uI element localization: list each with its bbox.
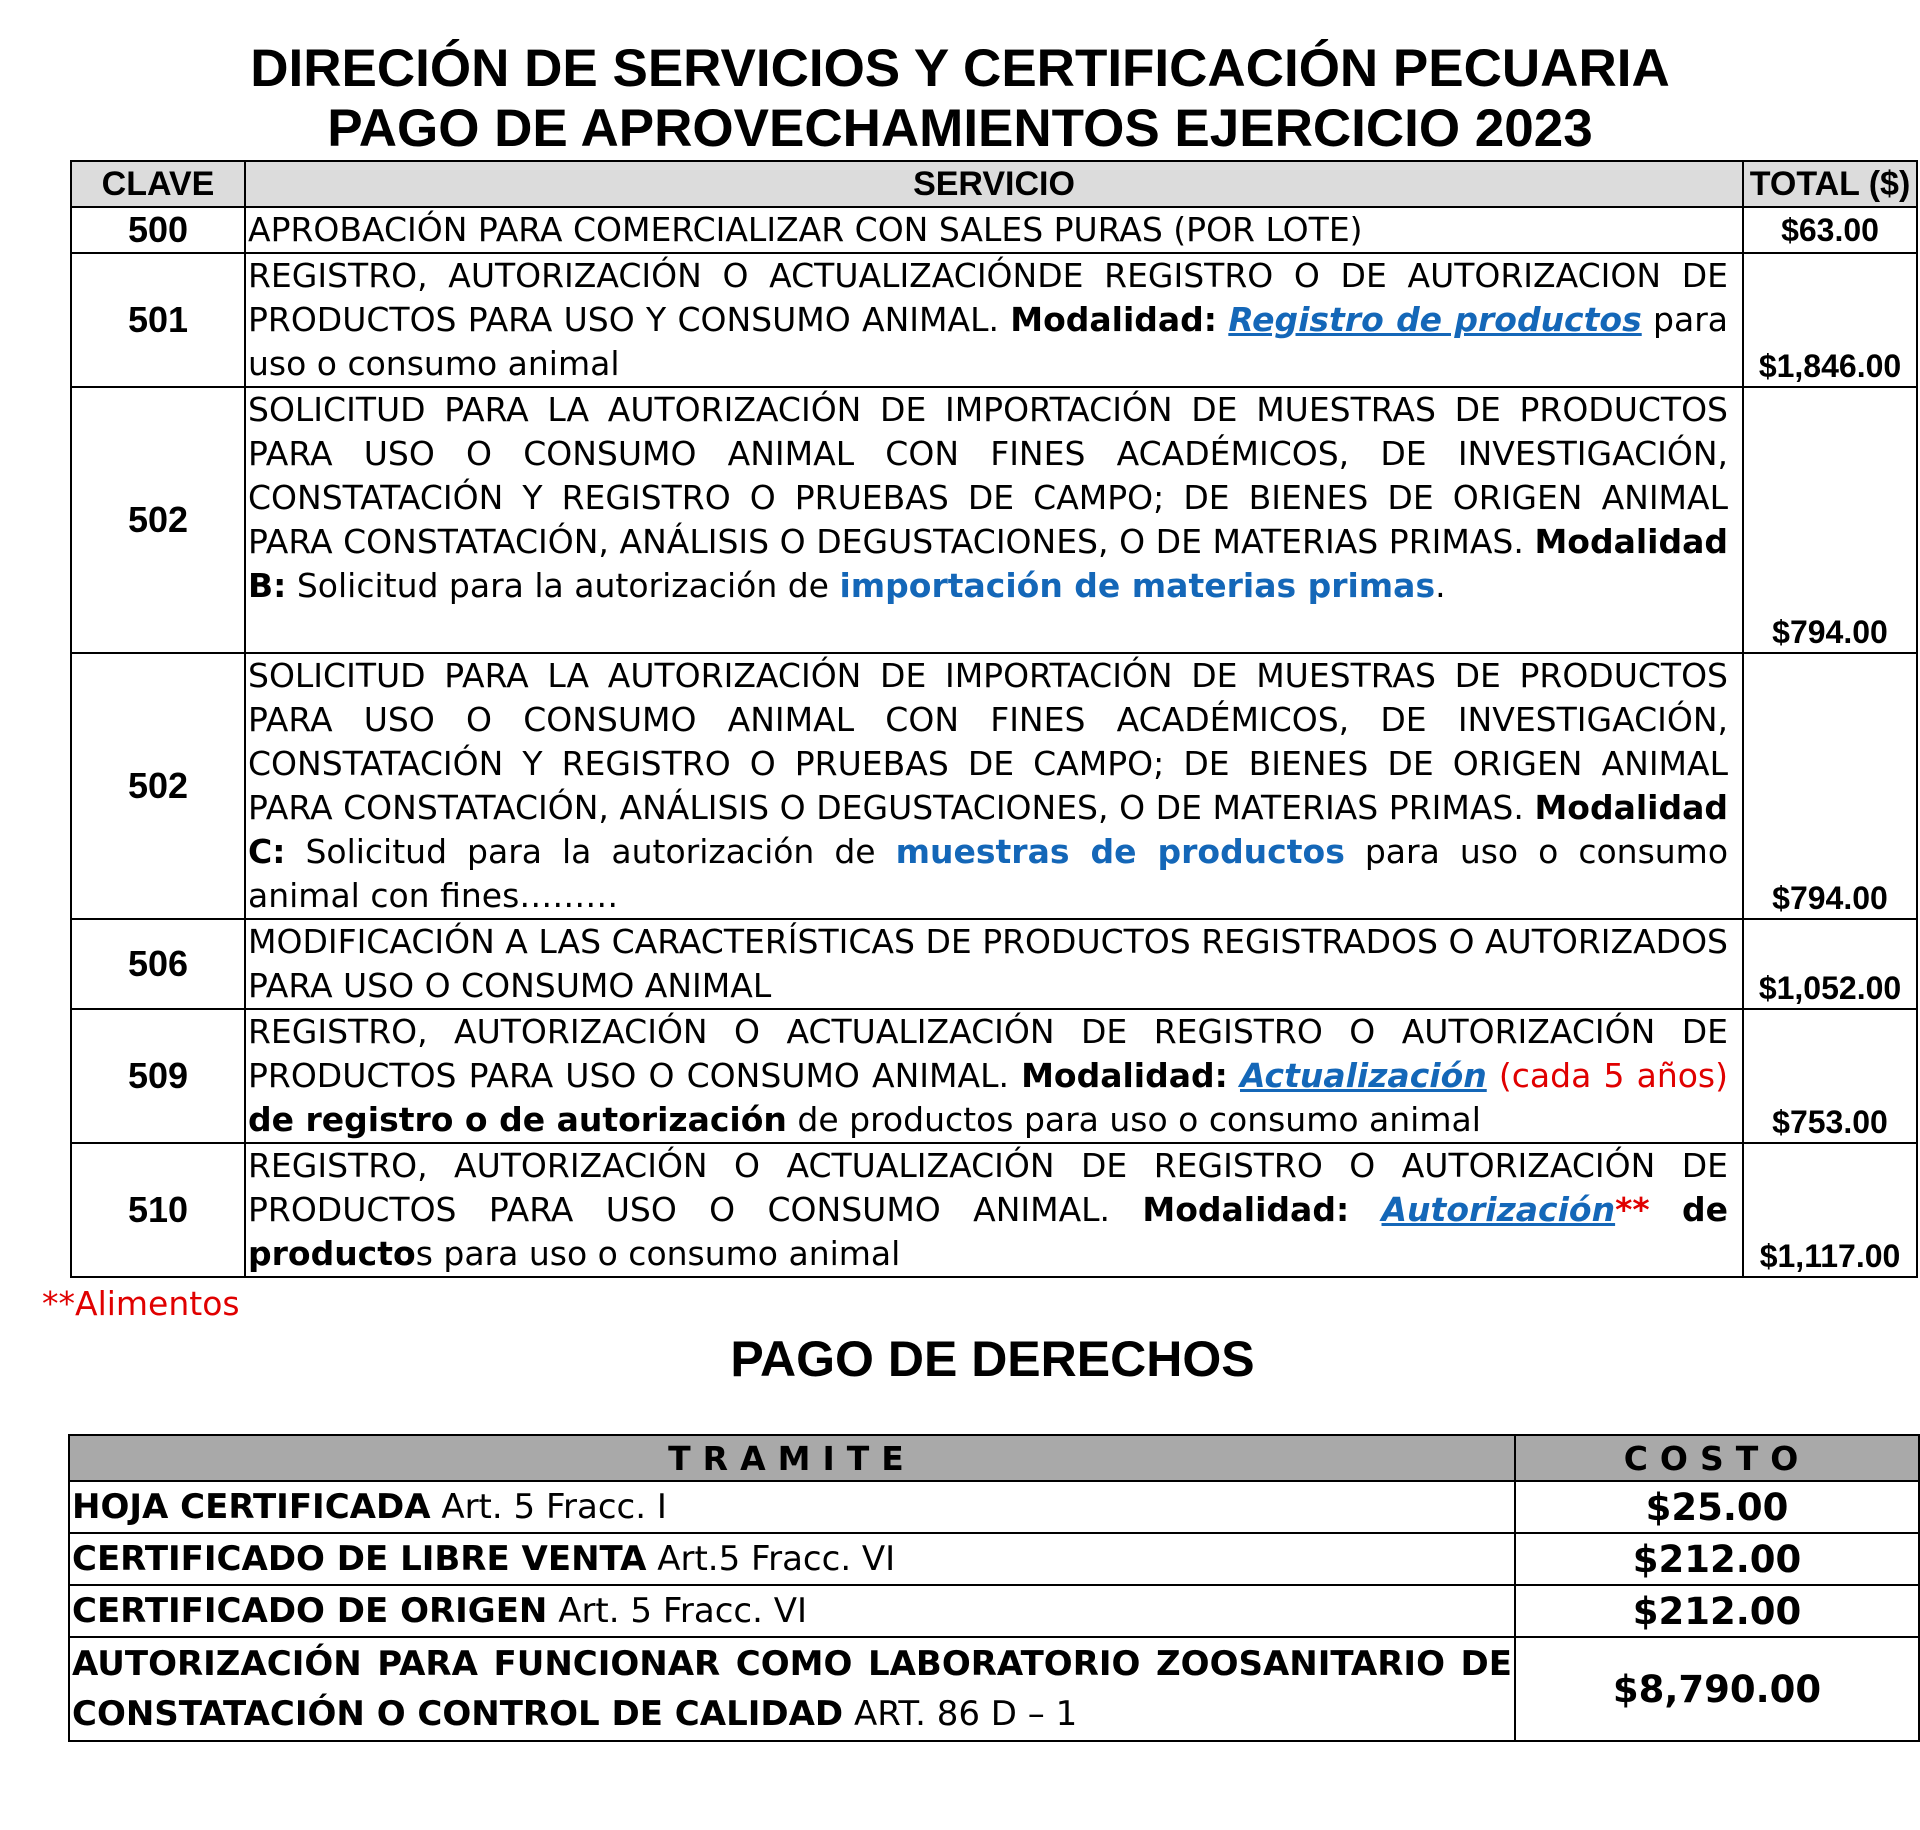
- servicio-text: REGISTRO, AUTORIZACIÓN O ACTUALIZACIÓNDE REGISTRO O DE AUTORIZACION DE PRODUCTOS PARA USO Y CONSUMO ANIMAL.: [248, 256, 1728, 339]
- servicio-text: SOLICITUD PARA LA AUTORIZACIÓN DE IMPORTACIÓN DE MUESTRAS DE PRODUCTOS PARA USO O CONSUMO ANIMAL CON FINES ACADÉMICOS, DE INVESTIGACIÓN, CONSTATACIÓN Y REGISTRO O PRUEBAS DE CAMPO; DE BIENES DE ORIGEN ANIMAL PARA CONSTATACIÓN, ANÁLISIS O DEGUSTACIONES, O DE MATERIAS PRIMAS.: [248, 390, 1728, 561]
- clave-cell: 502: [71, 653, 245, 919]
- page-title: DIRECIÓN DE SERVICIOS Y CERTIFICACIÓN PECUARIA: [250, 39, 1670, 98]
- modalidad-label: Modalidad B:: [248, 522, 1728, 605]
- table-row: [71, 1143, 1917, 1277]
- clave-cell: 509: [71, 1009, 245, 1143]
- modalidad-text: Solicitud para la autorización de: [296, 566, 829, 605]
- table-row: [69, 1585, 1919, 1637]
- servicio-cell: [245, 253, 1743, 387]
- servicio-cell: [245, 207, 1743, 253]
- footnote-alimentos: **Alimentos: [42, 1284, 240, 1323]
- total-cell: $1,846.00: [1743, 253, 1917, 387]
- modalidad-label: Modalidad C:: [248, 788, 1728, 871]
- aprovechamientos-table: [70, 160, 1918, 1278]
- modalidad-label: Modalidad:: [1142, 1190, 1350, 1229]
- servicio-text: SOLICITUD PARA LA AUTORIZACIÓN DE IMPORTACIÓN DE MUESTRAS DE PRODUCTOS PARA USO O CONSUMO ANIMAL CON FINES ACADÉMICOS, DE INVESTIGACIÓN, CONSTATACIÓN Y REGISTRO O PRUEBAS DE CAMPO; DE BIENES DE ORIGEN ANIMAL PARA CONSTATACIÓN, ANÁLISIS O DEGUSTACIONES, O DE MATERIAS PRIMAS.: [248, 656, 1728, 827]
- costo-cell: $212.00: [1515, 1533, 1919, 1585]
- table-row: [71, 653, 1917, 919]
- column-header-costo: COSTO: [1515, 1435, 1919, 1481]
- clave-cell: 501: [71, 253, 245, 387]
- modalidad-link[interactable]: Actualización: [1239, 1056, 1487, 1095]
- page-subtitle: PAGO DE APROVECHAMIENTOS EJERCICIO 2023: [327, 99, 1593, 158]
- total-cell: $794.00: [1743, 653, 1917, 919]
- table-row: [69, 1533, 1919, 1585]
- servicio-text: REGISTRO, AUTORIZACIÓN O ACTUALIZACIÓN DE REGISTRO O AUTORIZACIÓN DE PRODUCTOS PARA USO O CONSUMO ANIMAL.: [248, 1146, 1728, 1229]
- servicio-tail: para uso o consumo animal con fines………: [248, 832, 1729, 915]
- column-header-servicio: SERVICIO: [245, 161, 1743, 207]
- total-cell: $1,052.00: [1743, 919, 1917, 1009]
- total-cell: $753.00: [1743, 1009, 1917, 1143]
- modalidad-text: Solicitud para la autorización de: [305, 832, 876, 871]
- total-cell: $63.00: [1743, 207, 1917, 253]
- bold-text: producto: [248, 1234, 416, 1273]
- servicio-text: APROBACIÓN PARA COMERCIALIZAR CON SALES PURAS (POR LOTE): [248, 210, 1363, 249]
- bold-text: de registro o de autorización: [248, 1100, 787, 1139]
- modalidad-label: Modalidad:: [1021, 1056, 1228, 1095]
- bold-text: de: [1681, 1190, 1728, 1229]
- servicio-cell: [245, 387, 1743, 653]
- red-note: (cada 5 años): [1498, 1056, 1728, 1095]
- asterisk-mark: **: [1615, 1190, 1650, 1229]
- modalidad-link[interactable]: Autorización: [1381, 1190, 1616, 1229]
- table-row: [71, 387, 1917, 653]
- tramite-article: Art. 5 Fracc. I: [430, 1487, 667, 1527]
- section-title-derechos: PAGO DE DERECHOS: [730, 1331, 1255, 1387]
- tramite-cell: [69, 1585, 1515, 1637]
- modalidad-link[interactable]: Registro de productos: [1228, 300, 1642, 339]
- table-header-row: [69, 1435, 1919, 1481]
- servicio-text: REGISTRO, AUTORIZACIÓN O ACTUALIZACIÓN DE REGISTRO O AUTORIZACIÓN DE PRODUCTOS PARA USO O CONSUMO ANIMAL.: [248, 1012, 1728, 1095]
- servicio-tail: de productos para uso o consumo animal: [797, 1100, 1481, 1139]
- tramite-cell: [69, 1481, 1515, 1533]
- table-row: [71, 919, 1917, 1009]
- column-header-total: TOTAL ($): [1743, 161, 1917, 207]
- servicio-tail: s para uso o consumo animal: [415, 1234, 901, 1273]
- clave-cell: 506: [71, 919, 245, 1009]
- total-cell: $794.00: [1743, 387, 1917, 653]
- costo-cell: $8,790.00: [1515, 1637, 1919, 1741]
- servicio-tail: para uso o consumo animal: [248, 300, 1728, 383]
- modalidad-highlight: importación de materias primas: [839, 566, 1436, 605]
- servicio-cell: [245, 919, 1743, 1009]
- servicio-tail: .: [1435, 566, 1446, 605]
- table-row: [71, 253, 1917, 387]
- clave-cell: 510: [71, 1143, 245, 1277]
- tramite-name: AUTORIZACIÓN PARA FUNCIONAR COMO LABORATORIO ZOOSANITARIO DE CONSTATACIÓN O CONTROL DE CALIDAD: [72, 1644, 1512, 1734]
- table-row: [69, 1481, 1919, 1533]
- tramite-name: CERTIFICADO DE ORIGEN: [72, 1591, 548, 1631]
- servicio-cell: [245, 1009, 1743, 1143]
- costo-cell: $212.00: [1515, 1585, 1919, 1637]
- modalidad-highlight: muestras de productos: [895, 832, 1345, 871]
- tramite-cell: [69, 1637, 1515, 1741]
- derechos-table: [68, 1434, 1920, 1742]
- column-header-clave: CLAVE: [71, 161, 245, 207]
- column-header-tramite: TRAMITE: [69, 1435, 1515, 1481]
- table-header-row: [71, 161, 1917, 207]
- table-row: [71, 207, 1917, 253]
- tramite-article: ART. 86 D – 1: [843, 1694, 1078, 1734]
- costo-cell: $25.00: [1515, 1481, 1919, 1533]
- servicio-text: MODIFICACIÓN A LAS CARACTERÍSTICAS DE PRODUCTOS REGISTRADOS O AUTORIZADOS PARA USO O CONSUMO ANIMAL: [248, 922, 1728, 1005]
- clave-cell: 502: [71, 387, 245, 653]
- servicio-cell: [245, 1143, 1743, 1277]
- clave-cell: 500: [71, 207, 245, 253]
- tramite-article: Art.5 Fracc. VI: [646, 1539, 896, 1579]
- total-cell: $1,117.00: [1743, 1143, 1917, 1277]
- tramite-article: Art. 5 Fracc. VI: [547, 1591, 808, 1631]
- tramite-name: CERTIFICADO DE LIBRE VENTA: [72, 1539, 647, 1579]
- servicio-cell: [245, 653, 1743, 919]
- tramite-name: HOJA CERTIFICADA: [72, 1487, 431, 1527]
- table-row: [71, 1009, 1917, 1143]
- table-row: [69, 1637, 1919, 1741]
- tramite-cell: [69, 1533, 1515, 1585]
- modalidad-label: Modalidad:: [1010, 300, 1217, 339]
